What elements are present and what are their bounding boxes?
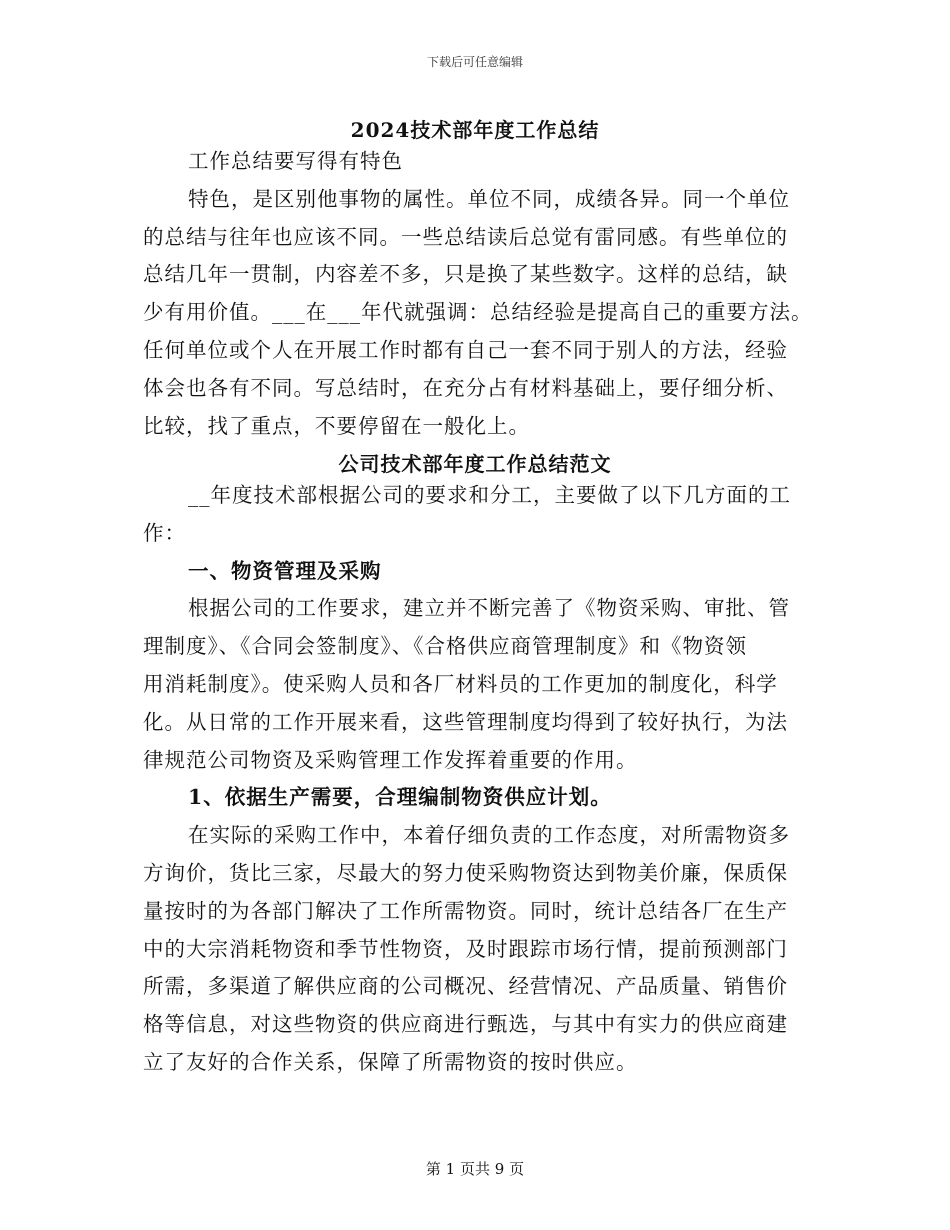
subsection1-line-2: 方询价，货比三家，尽最大的努力使采购物资达到物美价廉，保质保: [143, 860, 788, 885]
subsection1-line-7: 立了友好的合作关系，保障了所需物资的按时供应。: [143, 1049, 638, 1074]
intro-line-6: 体会也各有不同。写总结时，在充分占有材料基础上，要仔细分析、: [143, 375, 788, 400]
opening-line-1: __年度技术部根据公司的要求和分工，主要做了以下几方面的工: [188, 483, 791, 507]
intro-line-3: 总结几年一贯制，内容差不多，只是换了某些数字。这样的总结，缺: [143, 262, 788, 287]
subsection1-line-4: 中的大宗消耗物资和季节性物资，及时跟踪市场行情，提前预测部门: [143, 936, 788, 961]
intro-line-1: 特色，是区别他事物的属性。单位不同，成绩各异。同一个单位: [188, 186, 790, 211]
subsection1-line-1: 在实际的采购工作中，本着仔细负责的工作态度，对所需物资多: [188, 823, 790, 848]
section-title: 公司技术部年度工作总结范文: [338, 452, 612, 476]
intro-block: [143, 143, 823, 445]
intro-heading: 工作总结要写得有特色: [188, 149, 403, 173]
opening-line-2: 作：: [143, 520, 186, 545]
section1-line-3: 用消耗制度》。使采购人员和各厂材料员的工作更加的制度化，科学: [143, 671, 778, 696]
body-block: [143, 477, 823, 1082]
subsection1-line-3: 量按时的为各部门解决了工作所需物资。同时，统计总结各厂在生产: [143, 898, 788, 923]
intro-line-4: 少有用价值。___在___年代就强调：总结经验是提高自己的重要方法。: [143, 300, 813, 325]
subsection1-heading: 1、依据生产需要，合理编制物资供应计划。: [188, 785, 612, 810]
intro-line-7: 比较，找了重点，不要停留在一般化上。: [143, 413, 530, 438]
page-number: 第 1 页共 9 页: [425, 1160, 525, 1178]
intro-line-2: 的总结与往年也应该不同。一些总结读后总觉有雷同感。有些单位的: [143, 224, 788, 249]
section1-heading: 一、物资管理及采购: [188, 558, 382, 583]
document-title: 2024技术部年度工作总结: [350, 118, 600, 142]
section1-line-5: 律规范公司物资及采购管理工作发挥着重要的作用。: [143, 747, 638, 772]
intro-line-5: 任何单位或个人在开展工作时都有自己一套不同于别人的方法，经验: [143, 337, 788, 362]
header-note: 下载后可任意编辑: [426, 55, 523, 69]
subsection1-line-5: 所需，多渠道了解供应商的公司概况、经营情况、产品质量、销售价: [143, 974, 788, 999]
section1-line-1: 根据公司的工作要求，建立并不断完善了《物资采购、审批、管: [188, 596, 790, 621]
subsection1-line-6: 格等信息，对这些物资的供应商进行甄选，与其中有实力的供应商建: [143, 1012, 788, 1037]
section1-line-2: 理制度》、《合同会签制度》、《合格供应商管理制度》和《物资领: [143, 634, 747, 659]
section1-line-4: 化。从日常的工作开展来看，这些管理制度均得到了较好执行，为法: [143, 709, 788, 734]
